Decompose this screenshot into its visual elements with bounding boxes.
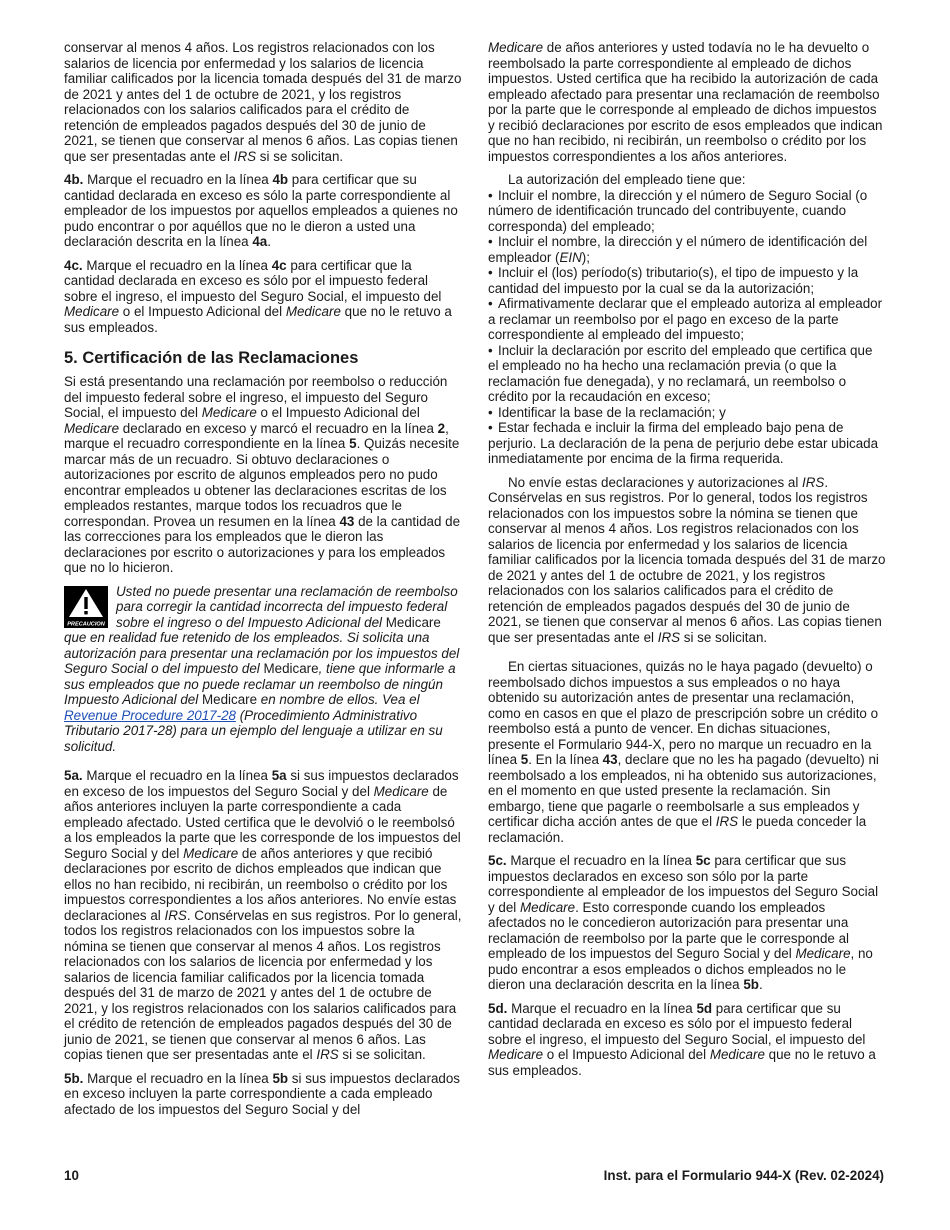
- caution-icon: [64, 586, 108, 628]
- list-item: • Identificar la base de la reclamación; y: [488, 404, 726, 420]
- page-number: 10: [64, 1168, 79, 1183]
- form-title-footer: Inst. para el Formulario 944-X (Rev. 02-2024): [603, 1168, 884, 1183]
- paragraph-continuation: conservar al menos 4 años. Los registros relacionados con los salarios de licencia por enfermedad y los salarios de licencia familiar calificados por la licencia tomada después del 31 de marzo de 2021 y antes del 1 de octubre de 2021, y los registros relacionados con los salarios calificados para el crédito de retención de empleados pagados después del 30 de junio de 2021, se tienen que conservar al menos 6 años. Las copias tienen que ser presentadas ante el IRS si se solicitan.: [64, 40, 462, 164]
- paragraph-do-not-send: No envíe estas declaraciones y autorizaciones al IRS. Consérvelas en sus registros. Por lo general, todos los registros relacionados con los impuestos sobre la nómina se tienen que conservar al menos 4 años. Los registros relacionados con los salarios de licencia por enfermedad y los salarios de licencia familiar calificados por la licencia tomada después del 31 de marzo de 2021 y antes del 1 de octubre de 2021, y los registros relacionados con los salarios calificados para el crédito de retención de empleados pagados después del 30 de junio de 2021, se tienen que conservar al menos 6 años. Las copias tienen que ser presentadas ante el IRS si se solicitan.: [488, 474, 886, 645]
- authorization-list: [488, 188, 886, 467]
- authorization-intro: La autorización del empleado tiene que:: [508, 172, 746, 187]
- list-item: • Incluir el nombre, la dirección y el número de identificación del empleador (EIN);: [488, 234, 868, 265]
- list-item: • Incluir el nombre, la dirección y el número de Seguro Social (o número de identificación truncado del contribuyente, cuando corresponda) del empleado;: [488, 187, 868, 234]
- list-item: • Incluir el (los) período(s) tributario(s), el tipo de impuesto y la cantidad del impuesto por la cual se da la autorización;: [488, 265, 859, 296]
- section-title: 5. Certificación de las Reclamaciones: [64, 349, 359, 367]
- left-column: [64, 40, 462, 1125]
- paragraph-5b: 5b. Marque el recuadro en la línea 5b si sus impuestos declarados en exceso incluyen la parte correspondiente a cada empleado afectado de los impuestos del Seguro Social y del: [64, 1070, 461, 1117]
- right-column: [488, 40, 886, 1086]
- section-5-intro: Si está presentando una reclamación por reembolso o reducción del impuesto federal sobre el ingreso, el impuesto del Seguro Social, el impuesto del Medicare o el Impuesto Adicional del Medicare declarado en exceso y marcó el recuadro en la línea 2, marque el recuadro correspondiente en la línea 5. Quizás necesite marcar más de un recuadro. Si obtuvo declaraciones o autorizaciones por escrito de algunos empleados pero no pudo encontrar empleados u obtener las declaraciones escritas de los empleados restantes, marque todos los recuadros que le correspondan. Provea un resumen en la línea 43 de la cantidad de las correcciones para los empleados que le dieron las declaraciones por escrito o autorizaciones y para los empleados que no lo hicieron.: [64, 374, 461, 575]
- caution-note: PRECAUCION Usted no puede presentar una reclamación de reembolso para corregir la cantidad incorrecta del impuesto federal sobre el ingreso o del Impuesto Adicional del Medicare que en realidad fue retenido de los empleados. Si solicita una autorización para presentar una reclamación por los impuestos del Seguro Social o del impuesto del Medicare, tiene que informarle a sus empleados que no puede reclamar un reembolso de ningún Impuesto Adicional del Medicare en nombre de ellos. Vea el Revenue Procedure 2017-28 (Procedimiento Administrativo Tributario 2017-28) para un ejemplo del lenguaje a utilizar en su solicitud.: [64, 583, 460, 754]
- paragraph-situations: En ciertas situaciones, quizás no le haya pagado (devuelto) o reembolsado dichos impuestos a sus empleados o no haya obtenido su autorización antes de presentar una reclamación, como en casos en que el plazo de prescripción sobre un crédito o reembolso está a punto de vencer. En dichas situaciones, presente el Formulario 944-X, pero no marque un recuadro en la línea 5. En la línea 43, declare que no les ha pagado (devuelto) ni reembolsado a los empleados, ni ha obtenido sus autorizaciones, en el momento en que usted presente la reclamación. Sin embargo, tiene que pagarle o reembolsarle a sus empleados y certificar dicha acción antes de que el IRS le pueda conceder la reclamación.: [488, 659, 879, 845]
- revenue-procedure-link[interactable]: Revenue Procedure 2017-28: [64, 707, 236, 723]
- paragraph-5a: 5a. Marque el recuadro en la línea 5a si sus impuestos declarados en exceso de los impuestos del Seguro Social y del Medicare de años anteriores incluyen la parte correspondiente a cada empleado afectado. Usted certifica que le devolvió o le reembolsó a los empleados la parte que les corresponde de los impuestos del Seguro Social y del Medicare de años anteriores y que recibió declaraciones por escrito de dichos empleados que indican que ellos no han recibido, ni recibirán, un reembolso o crédito por los impuestos correspondientes a los años anteriores. No envíe estas declaraciones al IRS. Consérvelas en sus registros. Por lo general, todos los registros relacionados con los impuestos sobre la nómina se tienen que conservar al menos 4 años. Los registros relacionados con los salarios de licencia por enfermedad y los salarios de licencia familiar calificados por la licencia tomada después del 31 de marzo de 2021 y antes del 1 de octubre de 2021, y los registros relacionados con los salarios calificados para el crédito de retención de empleados pagados después del 30 de junio de 2021, se tienen que conservar al menos 6 años. Las copias tienen que ser presentadas ante el IRS si se solicitan.: [64, 768, 462, 1062]
- paragraph-5b-continuation: Medicare de años anteriores y usted todavía no le ha devuelto o reembolsado la parte correspondiente al empleado de dichos impuestos. Usted certifica que ha recibido la autorización de cada empleado afectado para presentar una reclamación de reembolso por la parte que le corresponde al empleado de dichos impuestos y recibió declaraciones por escrito de esos empleados que indican que no han recibido, ni recibirán, un reembolso o crédito por los impuestos correspondientes a los años anteriores.: [488, 40, 883, 164]
- paragraph-5c: 5c. Marque el recuadro en la línea 5c para certificar que sus impuestos declarados en exceso son sólo por la parte correspondiente al empleador de los impuestos del Seguro Social y del Medicare. Esto corresponde cuando los empleados afectados no le concedieron autorización para presentar una reclamación de reembolso por la parte que le corresponde al empleado de los impuestos del Seguro Social y del Medicare, no pudo encontrar a esos empleados o dichos empleados no le dieron una declaración descrita en la línea 5b.: [488, 853, 879, 992]
- list-item: • Estar fechada e incluir la firma del empleado bajo pena de perjurio. La declaración de la pena de perjurio debe estar ubicada inmediatamente por encima de la firma requerida.: [488, 420, 879, 466]
- caution-icon-label: PRECAUCION: [67, 621, 105, 627]
- paragraph-4b: 4b. Marque el recuadro en la línea 4b para certificar que su cantidad declarada en exceso es sólo la parte correspondiente al empleador de los impuestos por aquellos empleados a quienes no pudo encontrar o por aquéllos que no le dieron a usted una declaración descrita en la línea 4a.: [64, 172, 458, 249]
- paragraph-4c: 4c. Marque el recuadro en la línea 4c para certificar que la cantidad declarada en exceso es sólo por el impuesto federal sobre el ingreso, el impuesto del Seguro Social, el impuesto del Medicare o el Impuesto Adicional del Medicare que no le retuvo a sus empleados.: [64, 257, 452, 335]
- paragraph-5d: 5d. Marque el recuadro en la línea 5d para certificar que su cantidad declarada en exceso es sólo por el impuesto federal sobre el ingreso, el impuesto del Seguro Social, el impuesto del Medicare o el Impuesto Adicional del Medicare que no le retuvo a sus empleados.: [488, 1000, 876, 1078]
- list-item: • Afirmativamente declarar que el empleado autoriza al empleador a reclamar un reembolso por el pago en exceso de la parte correspondiente al empleado del impuesto;: [488, 296, 883, 342]
- list-item: • Incluir la declaración por escrito del empleado que certifica que el empleado no ha hecho una reclamación previa (o que la reclamación fue denegada), y no reclamará, un reembolso o crédito por la recaudación en exceso;: [488, 342, 873, 404]
